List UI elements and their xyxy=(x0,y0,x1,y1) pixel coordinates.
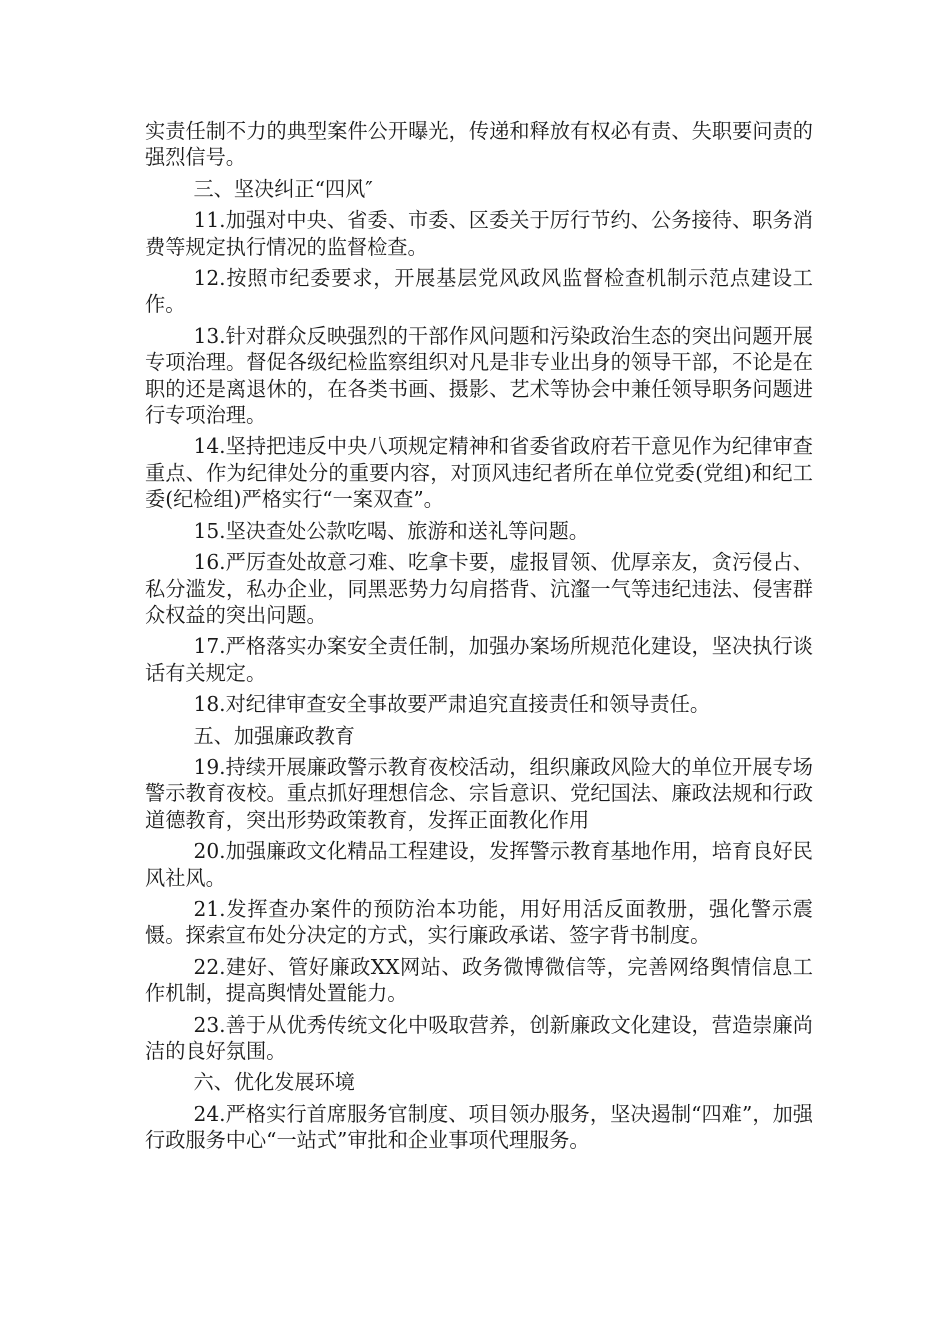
document-page xyxy=(145,118,813,1159)
section-heading-6: 六、优化发展环境 xyxy=(193,1070,355,1095)
list-item-12: 12.按照市纪委要求，开展基层党风政风监督检查机制示范点建设工作。 xyxy=(145,266,813,317)
section-heading-5: 五、加强廉政教育 xyxy=(193,723,355,748)
list-item-23: 23.善于从优秀传统文化中吸取营养，创新廉政文化建设，营造崇廉尚洁的良好氛围。 xyxy=(145,1012,813,1063)
list-item-20: 20.加强廉政文化精品工程建设，发挥警示教育基地作用，培育良好民风社风。 xyxy=(145,839,813,890)
list-item-18: 18.对纪律审查安全事故要严肃追究直接责任和领导责任。 xyxy=(193,692,711,717)
list-item-21: 21.发挥查办案件的预防治本功能，用好用活反面教册，强化警示震慑。探索宣布处分决定的方式，实行廉政承诺、签字背书制度。 xyxy=(145,896,813,948)
list-item-15: 15.坚决查处公款吃喝、旅游和送礼等问题。 xyxy=(193,518,589,543)
list-item-24: 24.严格实行首席服务官制度、项目领办服务，坚决遏制“四难”，加强行政服务中心“一站式”审批和企业事项代理服务。 xyxy=(145,1101,813,1153)
section-heading-3: 三、坚决纠正“四风″ xyxy=(193,176,373,201)
list-item-13: 13.针对群众反映强烈的干部作风问题和污染政治生态的突出问题开展专项治理。督促各级纪检监察组织对凡是非专业出身的领导干部，不论是在职的还是离退休的，在各类书画、摄影、艺术等协会中兼任领导职务问题进行专项治理。 xyxy=(145,323,813,428)
list-item-14: 14.坚持把违反中央八项规定精神和省委省政府若干意见作为纪律审查重点、作为纪律处分的重要内容，对顶风违纪者所在单位党委(党组)和纪工委(纪检组)严格实行“一案双查”。 xyxy=(145,434,813,512)
list-item-16: 16.严厉查处故意刁难、吃拿卡要，虚报冒领、优厚亲友，贪污侵占、私分滥发，私办企业，同黑恶势力勾肩搭背、沆瀣一气等违纪违法、侵害群众权益的突出问题。 xyxy=(145,550,813,627)
paragraph-continuation: 实责任制不力的典型案件公开曝光，传递和释放有权必有责、失职要问责的强烈信号。 xyxy=(145,119,813,170)
list-item-17: 17.严格落实办案安全责任制，加强办案场所规范化建设，坚决执行谈话有关规定。 xyxy=(145,634,813,685)
list-item-22: 22.建好、管好廉政XX网站、政务微博微信等，完善网络舆情信息工作机制，提高舆情处置能力。 xyxy=(145,954,813,1006)
list-item-19: 19.持续开展廉政警示教育夜校活动，组织廉政风险大的单位开展专场警示教育夜校。重点抓好理想信念、宗旨意识、党纪国法、廉政法规和行政道德教育，突出形势政策教育，发挥正面教化作用 xyxy=(145,754,813,832)
list-item-11: 11.加强对中央、省委、市委、区委关于厉行节约、公务接待、职务消费等规定执行情况的监督检查。 xyxy=(145,208,813,259)
